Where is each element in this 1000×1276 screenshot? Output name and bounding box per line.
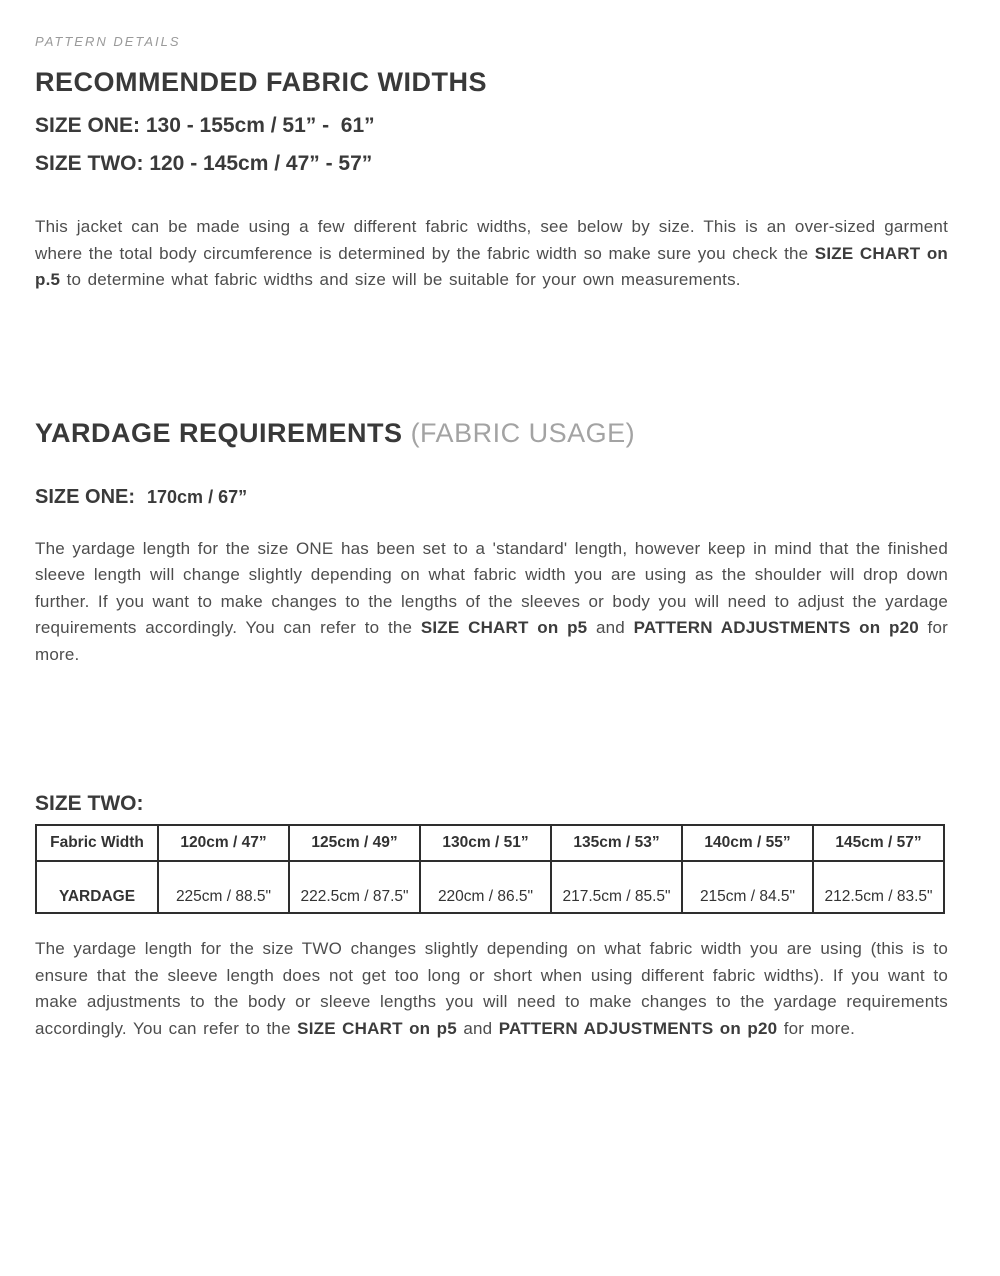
table-header-cell: Fabric Width — [36, 825, 158, 861]
fabric-widths-paragraph — [35, 214, 948, 294]
table-header-cell: 130cm / 51” — [420, 825, 551, 861]
table-cell: 212.5cm / 83.5" — [813, 861, 944, 913]
size-two-widths-line: SIZE TWO: 120 - 145cm / 47” - 57” — [35, 152, 373, 175]
table-header-row — [36, 825, 944, 861]
inline-reference: SIZE CHART on p5 — [297, 1018, 457, 1038]
size-one-yardage-value: 170cm / 67” — [147, 486, 248, 507]
size-two-yardage-paragraph — [35, 936, 948, 1042]
text-run: to determine what fabric widths and size will be suitable for your own measurements. — [60, 270, 741, 289]
text-run: The yardage length for the size ONE has been set to a 'standard' length, however keep in mind that the finished sleeve length will change slightly depending on what fabric width you are using as the shoulder will drop down further. If you want to make changes to the lengths of the sleeves or body you will need to adjust the yardage requirements accordingly. You can refer to the — [35, 538, 948, 637]
size-one-yardage-paragraph — [35, 536, 948, 669]
text-run: and — [587, 618, 634, 637]
size-two-yardage-table — [35, 824, 945, 914]
table-header-cell: 145cm / 57” — [813, 825, 944, 861]
inline-reference: PATTERN ADJUSTMENTS on p20 — [633, 618, 919, 637]
table-header-cell: 120cm / 47” — [158, 825, 289, 861]
inline-reference: PATTERN ADJUSTMENTS on p20 — [498, 1018, 778, 1038]
inline-reference: SIZE CHART on p5 — [420, 618, 588, 637]
table-header-cell: 125cm / 49” — [289, 825, 420, 861]
table-cell: 222.5cm / 87.5" — [289, 861, 420, 913]
size-one-yardage-line — [35, 484, 948, 512]
table-cell: 225cm / 88.5" — [158, 861, 289, 913]
eyebrow-label: PATTERN DETAILS — [35, 34, 181, 49]
yardage-title-light: (FABRIC USAGE) — [402, 417, 636, 448]
size-one-widths-line: SIZE ONE: 130 - 155cm / 51” - 61” — [35, 114, 375, 137]
section-title-yardage-requirements — [35, 416, 948, 450]
table-header-cell: 140cm / 55” — [682, 825, 813, 861]
table-cell: 217.5cm / 85.5" — [551, 861, 682, 913]
text-run: for more. — [777, 1018, 856, 1038]
table-header-cell: 135cm / 53” — [551, 825, 682, 861]
inline-reference: SIZE CHART on p.5 — [35, 243, 948, 289]
table-cell: 220cm / 86.5" — [420, 861, 551, 913]
table-cell: 215cm / 84.5" — [682, 861, 813, 913]
text-run: This jacket can be made using a few different fabric widths, see below by size. This is an over-sized garment where the total body circumference is determined by the fabric width so make sure you check the — [35, 217, 948, 263]
table-value-row — [36, 861, 944, 913]
text-run: The yardage length for the size TWO changes slightly depending on what fabric width you are using (this is to ensure that the sleeve length does not get too long or short when using different fabric widths). If you want to make adjustments to the body or sleeve lengths you will need to make changes to the yardage requirements accordingly. You can refer to the — [35, 939, 948, 1038]
text-run: and — [456, 1018, 499, 1038]
section-title-recommended-fabric-widths: RECOMMENDED FABRIC WIDTHS — [35, 67, 487, 97]
yardage-title-bold: YARDAGE REQUIREMENTS — [35, 417, 403, 448]
text-run: for more. — [35, 618, 948, 664]
table-row-label: YARDAGE — [36, 861, 158, 913]
size-one-label: SIZE ONE: — [35, 485, 136, 508]
size-two-label: SIZE TWO: — [35, 792, 144, 815]
